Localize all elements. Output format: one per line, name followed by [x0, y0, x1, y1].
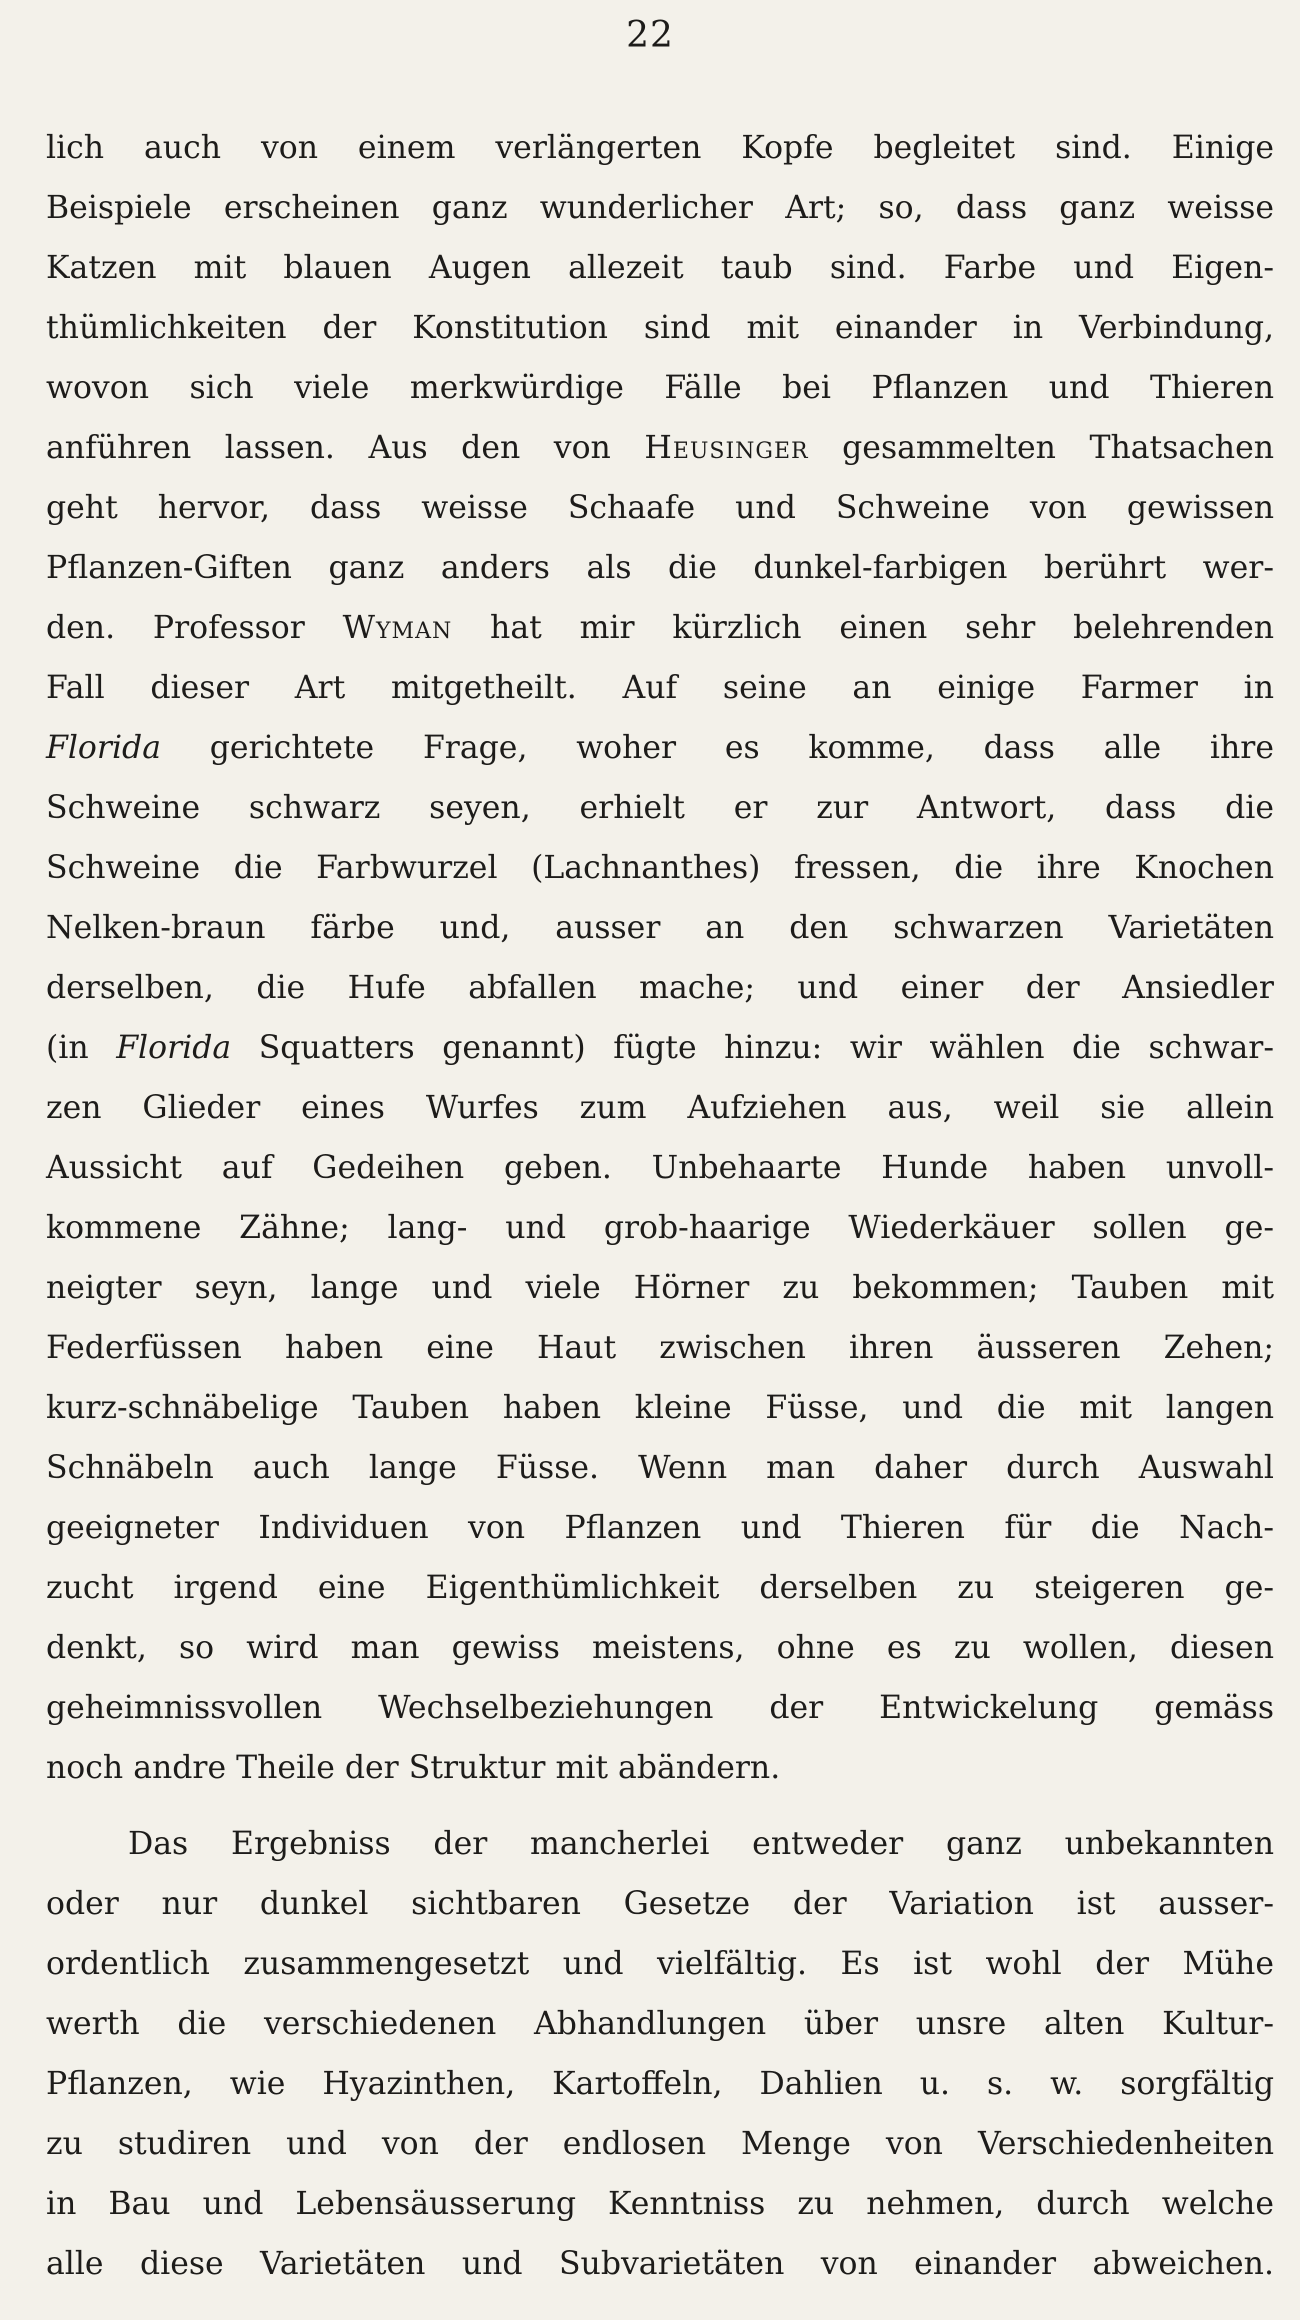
text-line: zen Glieder eines Wurfes zum Aufziehen aus, weil sie allein	[46, 1090, 1274, 1126]
text-line: zucht irgend eine Eigenthümlichkeit derselben zu steigeren ge-	[46, 1570, 1274, 1606]
text-line: kurz-schnäbelige Tauben haben kleine Füsse, und die mit langen	[46, 1390, 1274, 1426]
text-line: Katzen mit blauen Augen allezeit taub sind. Farbe und Eigen-	[46, 250, 1274, 286]
text-line: derselben, die Hufe abfallen mache; und einer der Ansiedler	[46, 970, 1274, 1006]
text-line: Fall dieser Art mitgetheilt. Auf seine an einige Farmer in	[46, 670, 1274, 706]
author-name-wyman: Wyman	[342, 610, 453, 646]
author-name-heusinger: Heusinger	[644, 430, 809, 466]
text-line: zu studiren und von der endlosen Menge von Verschiedenheiten	[46, 2126, 1274, 2162]
text-line: Schweine schwarz seyen, erhielt er zur Antwort, dass die	[46, 790, 1274, 826]
page-number: 22	[626, 15, 674, 56]
text-line: Schnäbeln auch lange Füsse. Wenn man daher durch Auswahl	[46, 1450, 1274, 1486]
text-line: alle diese Varietäten und Subvarietäten von einander abweichen.	[46, 2246, 1274, 2282]
text-line: Florida gerichtete Frage, woher es komme, dass alle ihre	[46, 730, 1274, 766]
text-line: lich auch von einem verlängerten Kopfe begleitet sind. Einige	[46, 130, 1274, 166]
text-line: den. Professor Wyman hat mir kürzlich einen sehr belehrenden	[46, 610, 1274, 646]
text-line: oder nur dunkel sichtbaren Gesetze der Variation ist ausser-	[46, 1886, 1274, 1922]
text-line: ordentlich zusammengesetzt und vielfältig. Es ist wohl der Mühe	[46, 1946, 1274, 1982]
text-line: Nelken-braun färbe und, ausser an den schwarzen Varietäten	[46, 910, 1274, 946]
text-line: Das Ergebniss der mancherlei entweder ganz unbekannten	[128, 1826, 1274, 1862]
text-line: noch andre Theile der Struktur mit abändern.	[46, 1750, 781, 1786]
text-line: Schweine die Farbwurzel (Lachnanthes) fressen, die ihre Knochen	[46, 850, 1274, 886]
text-line: Beispiele erscheinen ganz wunderlicher Art; so, dass ganz weisse	[46, 190, 1274, 226]
paragraph-2	[46, 1814, 1274, 2294]
text-line: denkt, so wird man gewiss meistens, ohne es zu wollen, diesen	[46, 1630, 1274, 1666]
text-line: Federfüssen haben eine Haut zwischen ihren äusseren Zehen;	[46, 1330, 1274, 1366]
text-line: geeigneter Individuen von Pflanzen und Thieren für die Nach-	[46, 1510, 1274, 1546]
text-line: neigter seyn, lange und viele Hörner zu bekommen; Tauben mit	[46, 1270, 1274, 1306]
text-line: kommene Zähne; lang- und grob-haarige Wiederkäuer sollen ge-	[46, 1210, 1274, 1246]
text-line: werth die verschiedenen Abhandlungen über unsre alten Kultur-	[46, 2006, 1274, 2042]
text-line: thümlichkeiten der Konstitution sind mit einander in Verbindung,	[46, 310, 1274, 346]
text-line: Aussicht auf Gedeihen geben. Unbehaarte Hunde haben unvoll-	[46, 1150, 1274, 1186]
text-line: geht hervor, dass weisse Schaafe und Schweine von gewissen	[46, 490, 1274, 526]
text-line: in Bau und Lebensäusserung Kenntniss zu nehmen, durch welche	[46, 2186, 1274, 2222]
text-line: wovon sich viele merkwürdige Fälle bei Pflanzen und Thieren	[46, 370, 1274, 406]
paragraph-1	[46, 118, 1274, 1798]
paragraph-gap	[46, 1798, 1274, 1814]
body-text	[46, 118, 1274, 2294]
text-line: geheimnissvollen Wechselbeziehungen der Entwickelung gemäss	[46, 1690, 1274, 1726]
text-line: (in Florida Squatters genannt) fügte hinzu: wir wählen die schwar-	[46, 1030, 1274, 1066]
place-name-florida: Florida	[116, 1030, 232, 1066]
place-name-florida: Florida	[46, 730, 161, 766]
text-line: Pflanzen-Giften ganz anders als die dunkel-farbigen berührt wer-	[46, 550, 1274, 586]
text-line: Pflanzen, wie Hyazinthen, Kartoffeln, Dahlien u. s. w. sorgfältig	[46, 2066, 1274, 2102]
text-line: anführen lassen. Aus den von Heusinger gesammelten Thatsachen	[46, 430, 1274, 466]
